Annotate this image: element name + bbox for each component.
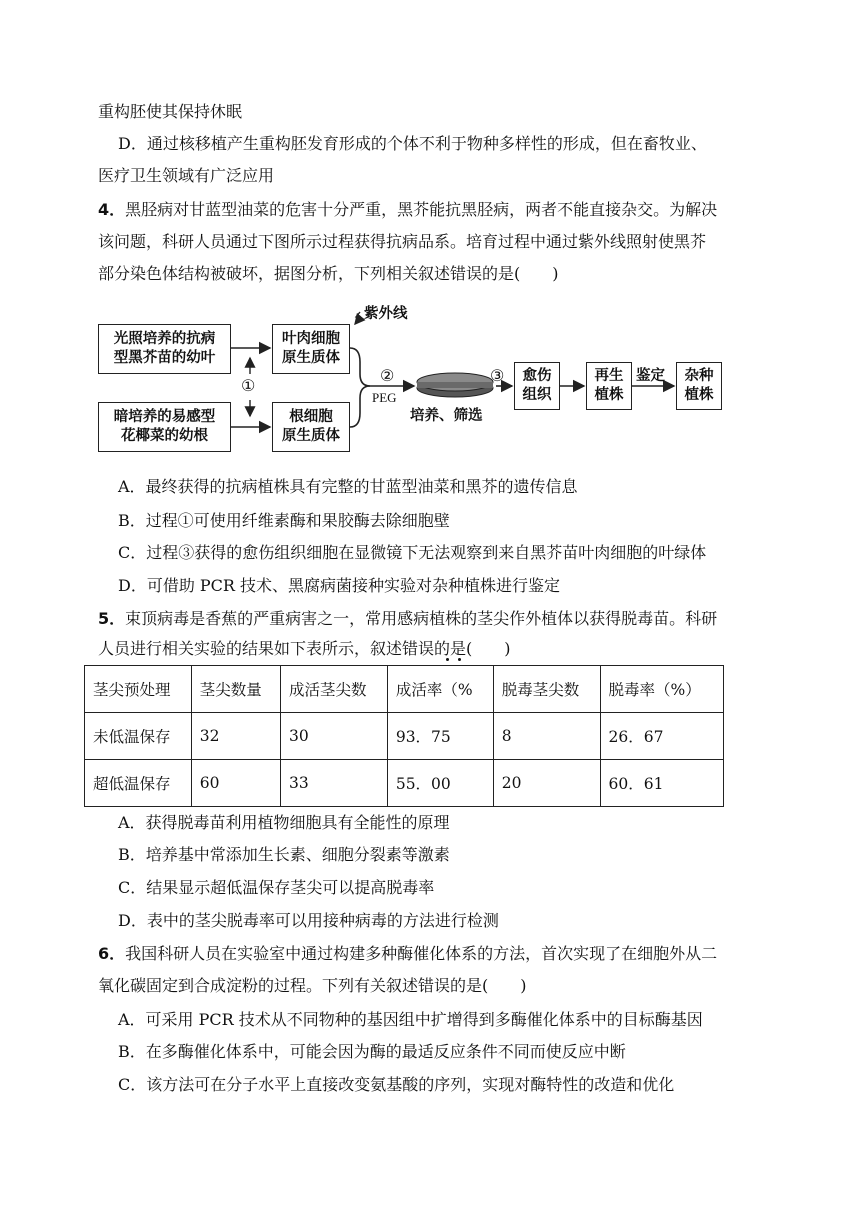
table-cell: 20 [493, 760, 600, 807]
box-text: 再生 [594, 368, 624, 384]
box-text: 根细胞 [289, 409, 333, 425]
q5-option-d: D．表中的茎尖脱毒率可以用接种病毒的方法进行检测 [118, 911, 499, 930]
table-header-cell: 成活率（% [387, 666, 493, 713]
box-text: 原生质体 [282, 350, 340, 366]
table-cell: 超低温保存 [85, 760, 192, 807]
step-3-label: ③ [490, 368, 505, 385]
stem-text: 我国科研人员在实验室中通过构建多种酶催化体系的方法，首次实现了在细胞外从二 [125, 944, 718, 963]
culture-screen-label: 培养、筛选 [410, 408, 483, 424]
box-text: 花椰菜的幼根 [121, 428, 208, 444]
step-2-label: ② [380, 368, 395, 385]
q6-option-b: B．在多酶催化体系中，可能会因为酶的最适反应条件不同而使反应中断 [118, 1042, 626, 1061]
q6-option-c: C．该方法可在分子水平上直接改变氨基酸的序列，实现对酶特性的改造和优化 [118, 1075, 675, 1094]
box-text: 原生质体 [282, 428, 340, 444]
question-4-stem [98, 200, 717, 220]
box-root-protoplast [272, 402, 350, 452]
box-text: 暗培养的易感型 [113, 409, 216, 425]
table-row [85, 713, 724, 760]
identify-label: 鉴定 [636, 368, 665, 384]
box-hybrid-plant [676, 362, 722, 410]
table-cell: 55．00 [387, 760, 493, 807]
box-mesophyll-protoplast [272, 324, 350, 374]
stem-text: 黑胫病对甘蓝型油菜的危害十分严重，黑芥能抗黑胫病，两者不能直接杂交。为解决 [125, 200, 718, 219]
q5-option-a: A．获得脱毒苗利用植物细胞具有全能性的原理 [118, 813, 450, 832]
box-text: 组织 [522, 387, 552, 403]
table-cell: 30 [281, 713, 388, 760]
table-cell: 26．67 [600, 713, 723, 760]
table-header-cell: 脱毒率（%） [600, 666, 723, 713]
q4-option-b: B．过程①可使用纤维素酶和果胶酶去除细胞壁 [118, 511, 450, 530]
table-cell: 60 [191, 760, 280, 807]
table-cell: 8 [493, 713, 600, 760]
table-cell: 33 [281, 760, 388, 807]
table-header-row [85, 666, 724, 713]
q4-option-d: D．可借助 PCR 技术、黑腐病菌接种实验对杂种植株进行鉴定 [118, 576, 561, 595]
question-4-stem-line3: 部分染色体结构被破坏，据图分析，下列相关叙述错误的是( ) [98, 264, 559, 283]
box-callus [514, 362, 560, 410]
box-text: 叶肉细胞 [282, 331, 340, 347]
question-number: 6． [98, 944, 126, 963]
question-number: 5． [98, 609, 126, 628]
option-d-prev: D．通过核移植产生重构胚发育形成的个体不利于物种多样性的形成，但在畜牧业、 [118, 134, 707, 153]
box-text: 光照培养的抗病 [113, 331, 216, 347]
breeding-process-diagram [98, 302, 738, 462]
table-cell: 60．61 [600, 760, 723, 807]
box-text: 杂种 [684, 368, 714, 384]
table-header-cell: 成活茎尖数 [281, 666, 388, 713]
emphasis-dot [446, 658, 449, 661]
merge-line [350, 348, 370, 386]
box-cauliflower-root [98, 402, 231, 452]
box-text: 植株 [594, 387, 624, 403]
box-regenerated-plant [586, 362, 632, 410]
q5-option-c: C．结果显示超低温保存茎尖可以提高脱毒率 [118, 878, 435, 897]
table-cell: 32 [191, 713, 280, 760]
table-header-cell: 脱毒茎尖数 [493, 666, 600, 713]
emphasis-dot [458, 658, 461, 661]
box-text: 愈伤 [522, 368, 552, 384]
step-1-label: ① [241, 378, 256, 395]
question-6-stem [98, 944, 717, 964]
q6-option-a: A．可采用 PCR 技术从不同物种的基因组中扩增得到多酶催化体系中的目标酶基因 [118, 1010, 703, 1029]
q4-option-c: C．过程③获得的愈伤组织细胞在显微镜下无法观察到来自黑芥苗叶肉细胞的叶绿体 [118, 543, 707, 562]
question-5-stem-line2: 人员进行相关实验的结果如下表所示，叙述错误的是( ) [98, 639, 511, 658]
question-number: 4． [98, 200, 126, 219]
stem-text: 束顶病毒是香蕉的严重病害之一，常用感病植株的茎尖作外植体以获得脱毒苗。科研 [125, 609, 718, 628]
question-4-stem-line2: 该问题，科研人员通过下图所示过程获得抗病品系。培育过程中通过紫外线照射使黑芥 [98, 232, 707, 251]
text-line: 重构胚使其保持休眠 [98, 102, 243, 121]
peg-label: PEG [372, 390, 397, 405]
option-d-prev-cont: 医疗卫生领域有广泛应用 [98, 166, 275, 185]
table-header-cell: 茎尖数量 [191, 666, 280, 713]
box-black-mustard-leaf [98, 324, 231, 374]
question-6-stem-line2: 氧化碳固定到合成淀粉的过程。下列有关叙述错误的是( ) [98, 976, 527, 995]
merge-line [350, 386, 370, 427]
q5-option-b: B．培养基中常添加生长素、细胞分裂素等激素 [118, 845, 450, 864]
table-cell: 93．75 [387, 713, 493, 760]
table-cell: 未低温保存 [85, 713, 192, 760]
box-text: 型黑芥苗的幼叶 [113, 350, 216, 366]
table-header-cell: 茎尖预处理 [85, 666, 192, 713]
box-text: 植株 [684, 387, 714, 403]
question-5-stem [98, 609, 717, 629]
petri-dish-side [417, 382, 493, 388]
uv-arrow [355, 312, 360, 324]
result-table [84, 665, 724, 807]
table-row [85, 760, 724, 807]
uv-label: 紫外线 [364, 306, 408, 322]
q4-option-a: A．最终获得的抗病植株具有完整的甘蓝型油菜和黑芥的遗传信息 [118, 477, 578, 496]
